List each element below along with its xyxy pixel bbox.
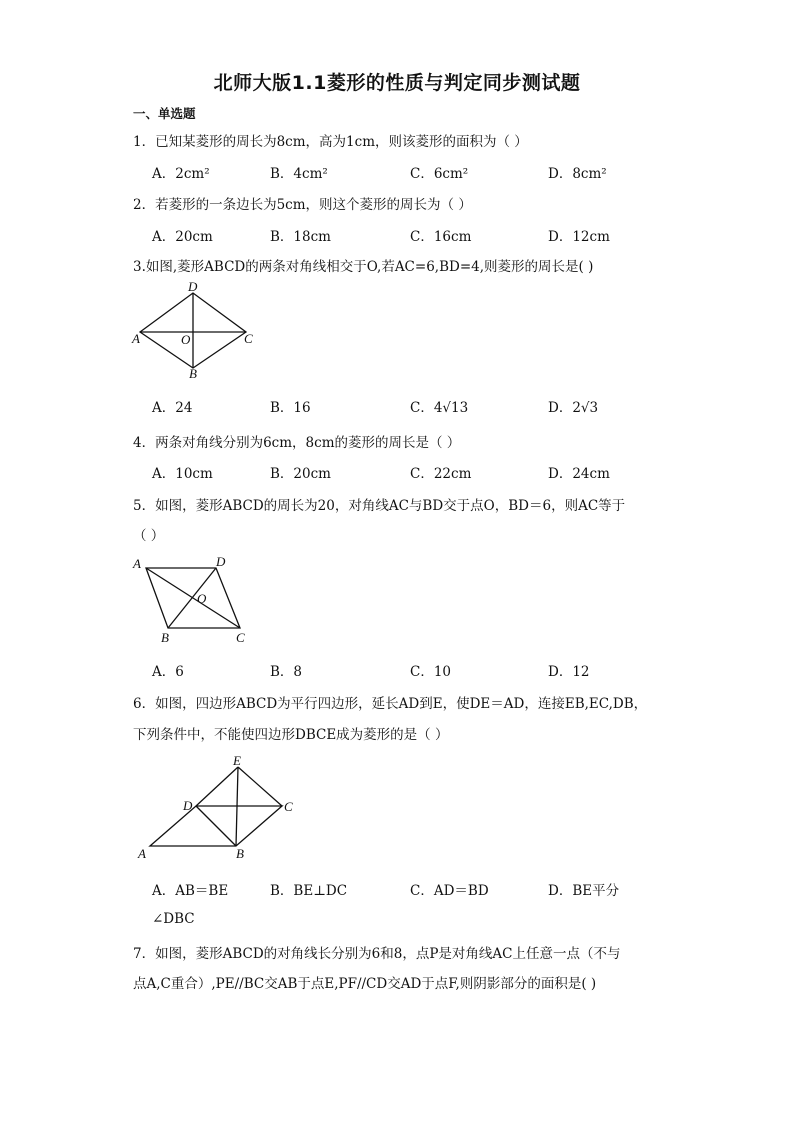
- label-d: D: [188, 280, 198, 294]
- question-2-option-c[interactable]: C．16cm: [410, 229, 472, 245]
- question-5-option-d[interactable]: D．12: [548, 664, 590, 680]
- label-c: C: [244, 331, 253, 346]
- question-1-option-a[interactable]: A．2cm²: [152, 166, 210, 182]
- question-4-option-d[interactable]: D．24cm: [548, 466, 610, 482]
- question-5-figure: [128, 552, 258, 648]
- question-4-option-a[interactable]: A．10cm: [152, 466, 213, 482]
- label-c: C: [284, 799, 293, 814]
- question-5-option-a[interactable]: A．6: [152, 664, 184, 680]
- question-2-stem: 2．若菱形的一条边长为5cm，则这个菱形的周长为（ ）: [133, 197, 472, 213]
- question-3-option-c[interactable]: C．4√13: [410, 400, 469, 416]
- question-6-option-d[interactable]: D．BE平分: [548, 883, 620, 899]
- question-5-stem: 5．如图，菱形ABCD的周长为20，对角线AC与BD交于点O，BD＝6，则AC等于: [133, 498, 626, 514]
- label-d: D: [216, 554, 226, 569]
- question-1-option-c[interactable]: C．6cm²: [410, 166, 469, 182]
- label-b: B: [161, 630, 169, 645]
- question-6-stem: 6．如图，四边形ABCD为平行四边形，延长AD到E，使DE＝AD，连接EB,EC,DB，: [133, 696, 648, 712]
- question-1-option-b[interactable]: B．4cm²: [270, 166, 328, 182]
- label-b: B: [189, 366, 197, 380]
- label-o: O: [181, 332, 191, 347]
- question-7-stem: 7．如图，菱形ABCD的对角线长分别为6和8，点P是对角线AC上任意一点（不与: [133, 946, 621, 962]
- label-d: D: [183, 798, 193, 813]
- question-2-option-b[interactable]: B．18cm: [270, 229, 331, 245]
- question-4-stem: 4．两条对角线分别为6cm，8cm的菱形的周长是（ ）: [133, 435, 461, 451]
- question-3-stem: 3.如图,菱形ABCD的两条对角线相交于O,若AC=6,BD=4,则菱形的周长是( ): [133, 259, 594, 275]
- label-a: A: [133, 556, 141, 571]
- question-3-option-d[interactable]: D．2√3: [548, 400, 599, 416]
- question-7-stem-cont: 点A,C重合）,PE//BC交AB于点E,PF//CD交AD于点F,则阴影部分的面积是( ): [133, 976, 597, 992]
- diagonal-bd: [168, 568, 216, 628]
- question-5-stem-cont: （ ）: [133, 528, 165, 544]
- question-6-option-d-cont: ∠DBC: [152, 911, 195, 927]
- question-1-stem: 1．已知某菱形的周长为8cm，高为1cm，则该菱形的面积为（ ）: [133, 134, 528, 150]
- segment-db: [196, 806, 236, 846]
- label-b: B: [236, 846, 244, 861]
- question-6-option-a[interactable]: A．AB＝BE: [152, 883, 229, 899]
- question-2-option-d[interactable]: D．12cm: [548, 229, 610, 245]
- label-a: A: [132, 331, 140, 346]
- question-5-option-c[interactable]: C．10: [410, 664, 452, 680]
- question-6-option-b[interactable]: B．BE⊥DC: [270, 883, 348, 899]
- question-6-stem-cont: 下列条件中，不能使四边形DBCE成为菱形的是（ ）: [133, 727, 449, 743]
- segment-de: [196, 767, 238, 806]
- question-6-figure: [132, 754, 302, 866]
- question-4-option-b[interactable]: B．20cm: [270, 466, 331, 482]
- segment-ec: [238, 767, 282, 806]
- diagonal-ac: [146, 568, 240, 628]
- question-3-option-b[interactable]: B．16: [270, 400, 311, 416]
- page-title: 北师大版1.1菱形的性质与判定同步测试题: [213, 72, 581, 94]
- label-o: O: [197, 591, 207, 606]
- question-1-option-d[interactable]: D．8cm²: [548, 166, 607, 182]
- label-a: A: [138, 846, 146, 861]
- question-3-option-a[interactable]: A．24: [152, 400, 193, 416]
- question-2-option-a[interactable]: A．20cm: [152, 229, 213, 245]
- label-c: C: [236, 630, 245, 645]
- question-5-option-b[interactable]: B．8: [270, 664, 303, 680]
- question-3-figure: [130, 280, 260, 380]
- section-heading: 一、单选题: [133, 106, 196, 121]
- label-e: E: [233, 754, 241, 768]
- question-6-option-c[interactable]: C．AD＝BD: [410, 883, 489, 899]
- question-4-option-c[interactable]: C．22cm: [410, 466, 472, 482]
